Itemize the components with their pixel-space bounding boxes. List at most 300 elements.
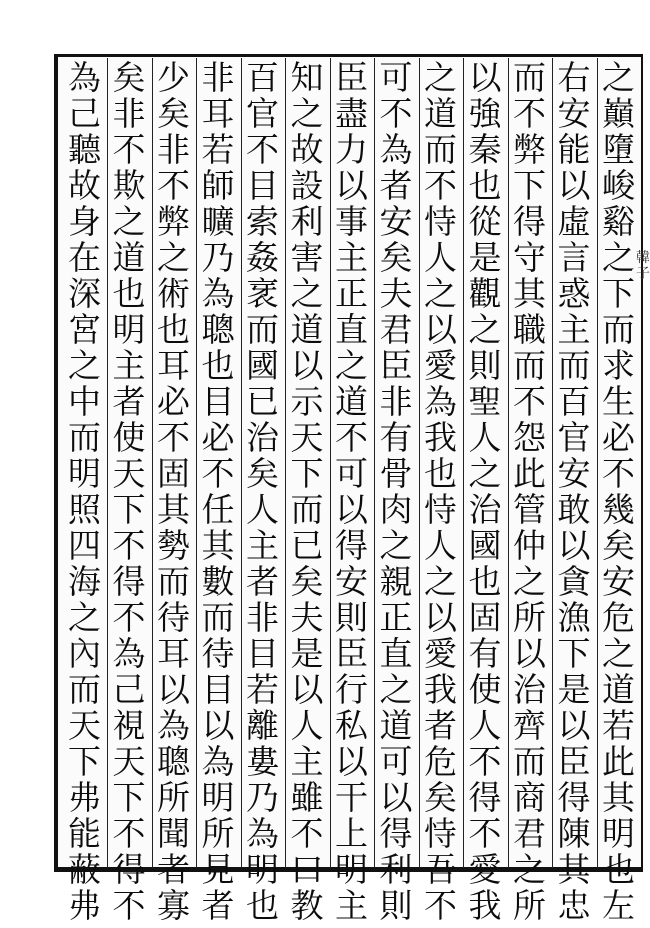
character: 不	[157, 166, 190, 205]
character: 君	[379, 310, 413, 349]
character: 利	[379, 850, 413, 889]
character: 官	[246, 94, 279, 133]
column-rule	[241, 58, 242, 868]
character: 者	[201, 886, 235, 925]
character: 也	[602, 850, 635, 889]
character: 勢	[157, 526, 190, 565]
column-rule	[508, 58, 509, 868]
character: 則	[468, 346, 502, 385]
character: 能	[68, 814, 101, 853]
character: 索	[246, 202, 279, 241]
character: 強	[468, 94, 502, 133]
character: 陳	[557, 814, 591, 853]
character: 待	[201, 634, 235, 673]
character: 天	[290, 418, 324, 457]
character: 寡	[157, 886, 190, 925]
character: 貪	[557, 562, 591, 601]
character: 以	[424, 598, 457, 637]
column-rule	[552, 58, 553, 868]
character: 為	[112, 634, 146, 673]
character: 正	[379, 598, 413, 637]
character: 故	[68, 166, 101, 205]
character: 耳	[201, 94, 235, 133]
text-column	[463, 58, 507, 925]
character: 主	[557, 310, 591, 349]
character: 危	[602, 598, 635, 637]
character: 不	[157, 418, 190, 457]
character: 不	[424, 166, 457, 205]
text-column	[374, 58, 418, 925]
character: 為	[201, 742, 235, 781]
character: 夫	[379, 274, 413, 313]
character: 行	[335, 670, 368, 709]
character: 四	[68, 526, 101, 565]
character: 之	[602, 238, 635, 277]
character: 者	[379, 166, 413, 205]
character: 生	[602, 382, 635, 421]
character: 言	[557, 238, 591, 277]
character: 者	[112, 382, 146, 421]
character: 為	[246, 814, 279, 853]
character: 之	[513, 562, 546, 601]
character: 此	[602, 742, 635, 781]
text-column	[152, 58, 196, 925]
character: 為	[379, 130, 413, 169]
character: 者	[424, 706, 457, 745]
character: 得	[513, 202, 546, 241]
character: 弊	[157, 202, 190, 241]
character: 可	[379, 742, 413, 781]
column-rule	[597, 58, 598, 868]
character: 若	[201, 130, 235, 169]
character: 以	[335, 166, 368, 205]
character: 明	[68, 454, 101, 493]
character: 教	[290, 886, 324, 925]
character: 不	[468, 814, 502, 853]
character: 術	[157, 274, 190, 313]
character: 明	[112, 310, 146, 349]
character: 曠	[201, 202, 235, 241]
character: 直	[379, 634, 413, 673]
character: 之	[513, 850, 546, 889]
character: 示	[290, 382, 324, 421]
character: 固	[157, 454, 190, 493]
character: 不	[335, 418, 368, 457]
character: 弊	[513, 130, 546, 169]
character: 臣	[379, 346, 413, 385]
column-rule	[463, 58, 464, 868]
character: 得	[557, 778, 591, 817]
character: 矣	[424, 778, 457, 817]
character: 聰	[157, 742, 190, 781]
column-rule	[196, 58, 197, 868]
column-rule	[419, 58, 420, 868]
character: 必	[201, 418, 235, 457]
character: 不	[112, 598, 146, 637]
character: 而	[513, 346, 546, 385]
character: 下	[290, 454, 324, 493]
character: 之	[468, 454, 502, 493]
character: 而	[424, 130, 457, 169]
character: 非	[201, 58, 235, 97]
character: 君	[513, 814, 546, 853]
character: 治	[246, 418, 279, 457]
character: 百	[557, 382, 591, 421]
character: 盡	[335, 94, 368, 133]
character: 道	[335, 382, 368, 421]
character: 治	[468, 490, 502, 529]
character: 之	[335, 346, 368, 385]
character: 內	[68, 634, 101, 673]
column-rule	[107, 58, 108, 868]
character: 非	[157, 130, 190, 169]
character: 之	[290, 274, 324, 313]
character: 漁	[557, 598, 591, 637]
character: 其	[602, 778, 635, 817]
character: 百	[246, 58, 279, 97]
character: 恃	[424, 490, 457, 529]
character: 道	[112, 238, 146, 277]
character: 而	[201, 598, 235, 637]
character: 峻	[602, 166, 635, 205]
character: 以	[513, 634, 546, 673]
character: 人	[424, 526, 457, 565]
character: 人	[468, 418, 502, 457]
column-rule	[285, 58, 286, 868]
character: 怨	[513, 418, 546, 457]
character: 而	[68, 670, 101, 709]
character: 官	[557, 418, 591, 457]
character: 骨	[379, 454, 413, 493]
character: 不	[290, 814, 324, 853]
character: 下	[557, 634, 591, 673]
character: 己	[68, 94, 101, 133]
character: 以	[557, 706, 591, 745]
column-rule	[152, 58, 153, 868]
character: 之	[379, 670, 413, 709]
character: 守	[513, 238, 546, 277]
character: 聽	[68, 130, 101, 169]
character: 惑	[557, 274, 591, 313]
character: 以	[157, 670, 190, 709]
character: 之	[468, 310, 502, 349]
character: 我	[468, 886, 502, 925]
character: 愛	[424, 634, 457, 673]
character: 也	[157, 310, 190, 349]
character: 使	[112, 418, 146, 457]
character: 干	[335, 778, 368, 817]
character: 目	[246, 634, 279, 673]
character: 不	[602, 454, 635, 493]
character: 天	[68, 706, 101, 745]
character: 商	[513, 778, 546, 817]
character: 安	[557, 454, 591, 493]
character: 待	[157, 598, 190, 637]
character: 敢	[557, 490, 591, 529]
character: 力	[335, 130, 368, 169]
character: 明	[201, 778, 235, 817]
character: 以	[290, 346, 324, 385]
character: 主	[112, 346, 146, 385]
character: 知	[290, 58, 324, 97]
character: 也	[468, 562, 502, 601]
character: 從	[468, 202, 502, 241]
character: 聖	[468, 382, 502, 421]
character: 婁	[246, 742, 279, 781]
character: 主	[290, 742, 324, 781]
character: 道	[379, 706, 413, 745]
character: 為	[157, 706, 190, 745]
character: 主	[335, 886, 368, 925]
character: 聞	[157, 814, 190, 853]
column-rule	[330, 58, 331, 868]
character: 明	[602, 814, 635, 853]
character: 若	[602, 706, 635, 745]
character: 谿	[602, 202, 635, 241]
character: 安	[602, 562, 635, 601]
character: 之	[424, 274, 457, 313]
character: 任	[201, 490, 235, 529]
character: 下	[112, 490, 146, 529]
character: 下	[68, 742, 101, 781]
character: 道	[424, 94, 457, 133]
text-column	[330, 58, 374, 925]
character: 為	[424, 382, 457, 421]
character: 耳	[157, 634, 190, 673]
character: 我	[424, 670, 457, 709]
character: 觀	[468, 274, 502, 313]
character: 宮	[68, 310, 101, 349]
character: 非	[112, 94, 146, 133]
character: 必	[602, 418, 635, 457]
character: 愛	[468, 850, 502, 889]
character: 之	[68, 598, 101, 637]
character: 在	[68, 238, 101, 277]
character: 不	[112, 886, 146, 925]
character: 肉	[379, 490, 413, 529]
character: 危	[424, 742, 457, 781]
character: 不	[201, 454, 235, 493]
character: 聰	[201, 310, 235, 349]
character: 之	[379, 526, 413, 565]
character: 之	[424, 562, 457, 601]
character: 則	[379, 886, 413, 925]
character: 親	[379, 562, 413, 601]
character: 天	[112, 742, 146, 781]
character: 已	[290, 526, 324, 565]
character: 而	[290, 490, 324, 529]
character: 以	[379, 778, 413, 817]
character: 不	[112, 130, 146, 169]
character: 耳	[157, 346, 190, 385]
character: 所	[513, 598, 546, 637]
character: 身	[68, 202, 101, 241]
character: 已	[246, 382, 279, 421]
text-column	[597, 58, 641, 925]
character: 矣	[379, 238, 413, 277]
character: 安	[335, 562, 368, 601]
character: 所	[513, 886, 546, 925]
character: 主	[335, 238, 368, 277]
character: 治	[513, 670, 546, 709]
character: 不	[112, 526, 146, 565]
character: 愛	[424, 346, 457, 385]
character: 之	[157, 238, 190, 277]
character: 以	[557, 526, 591, 565]
character: 是	[557, 670, 591, 709]
character: 者	[157, 850, 190, 889]
character: 上	[335, 814, 368, 853]
character: 目	[201, 670, 235, 709]
character: 吾	[424, 850, 457, 889]
character: 仲	[513, 526, 546, 565]
character: 中	[68, 382, 101, 421]
character: 弗	[68, 778, 101, 817]
character: 正	[335, 274, 368, 313]
character: 而	[557, 346, 591, 385]
character: 職	[513, 310, 546, 349]
character: 乃	[246, 778, 279, 817]
character: 以	[335, 490, 368, 529]
character: 得	[335, 526, 368, 565]
text-column	[552, 58, 596, 925]
character: 下	[112, 778, 146, 817]
character: 人	[424, 238, 457, 277]
character: 以	[201, 706, 235, 745]
character: 照	[68, 490, 101, 529]
character: 所	[201, 814, 235, 853]
character: 其	[557, 850, 591, 889]
character: 明	[246, 850, 279, 889]
character: 目	[201, 382, 235, 421]
text-column	[241, 58, 285, 925]
text-column	[508, 58, 552, 925]
character: 固	[468, 598, 502, 637]
text-column	[196, 58, 240, 925]
character: 得	[112, 562, 146, 601]
character: 而	[68, 418, 101, 457]
character: 數	[201, 562, 235, 601]
character: 下	[602, 274, 635, 313]
character: 之	[602, 58, 635, 97]
text-column	[63, 58, 107, 925]
character: 以	[335, 742, 368, 781]
character: 道	[602, 670, 635, 709]
character: 者	[246, 562, 279, 601]
character: 不	[424, 886, 457, 925]
character: 齊	[513, 706, 546, 745]
character: 臣	[335, 634, 368, 673]
character: 若	[246, 670, 279, 709]
character: 人	[290, 706, 324, 745]
character: 是	[468, 238, 502, 277]
character: 安	[557, 94, 591, 133]
character: 利	[290, 202, 324, 241]
character: 其	[513, 274, 546, 313]
character: 之	[602, 634, 635, 673]
character: 為	[201, 274, 235, 313]
character: 設	[290, 166, 324, 205]
character: 害	[290, 238, 324, 277]
character: 得	[468, 778, 502, 817]
character: 非	[246, 598, 279, 637]
character: 安	[379, 202, 413, 241]
character: 不	[246, 130, 279, 169]
text-column	[107, 58, 151, 925]
character: 己	[112, 670, 146, 709]
character: 矣	[246, 454, 279, 493]
column-rule	[374, 58, 375, 868]
character: 姦	[246, 238, 279, 277]
character: 也	[468, 166, 502, 205]
character: 而	[513, 742, 546, 781]
character: 所	[157, 778, 190, 817]
character: 幾	[602, 490, 635, 529]
character: 事	[335, 202, 368, 241]
character: 之	[112, 202, 146, 241]
character: 有	[379, 418, 413, 457]
character: 乃	[201, 238, 235, 277]
character: 使	[468, 670, 502, 709]
character: 而	[246, 310, 279, 349]
character: 管	[513, 490, 546, 529]
character: 虛	[557, 202, 591, 241]
character: 不	[112, 814, 146, 853]
text-column	[419, 58, 463, 925]
character: 明	[335, 850, 368, 889]
character: 目	[246, 166, 279, 205]
character: 國	[246, 346, 279, 385]
character: 道	[290, 310, 324, 349]
character: 得	[379, 814, 413, 853]
character: 國	[468, 526, 502, 565]
character: 以	[424, 310, 457, 349]
character: 有	[468, 634, 502, 673]
character: 衺	[246, 274, 279, 313]
character: 以	[290, 670, 324, 709]
character: 不	[379, 94, 413, 133]
character: 見	[201, 850, 235, 889]
character: 之	[424, 58, 457, 97]
character: 海	[68, 562, 101, 601]
character: 以	[468, 58, 502, 97]
character: 天	[112, 454, 146, 493]
character: 求	[602, 346, 635, 385]
character: 墮	[602, 130, 635, 169]
character: 主	[246, 526, 279, 565]
character: 也	[424, 454, 457, 493]
character: 也	[112, 274, 146, 313]
character: 不	[468, 742, 502, 781]
margin-title: 韓子	[636, 250, 650, 282]
character: 口	[290, 850, 324, 889]
character: 之	[68, 346, 101, 385]
character: 之	[290, 94, 324, 133]
character: 則	[335, 598, 368, 637]
character: 秦	[468, 130, 502, 169]
character: 視	[112, 706, 146, 745]
character: 矣	[602, 526, 635, 565]
character: 其	[157, 490, 190, 529]
character: 不	[513, 382, 546, 421]
character: 人	[246, 490, 279, 529]
character: 為	[68, 58, 101, 97]
character: 矣	[290, 562, 324, 601]
character: 也	[201, 346, 235, 385]
character: 直	[335, 310, 368, 349]
character: 故	[290, 130, 324, 169]
character: 人	[468, 706, 502, 745]
